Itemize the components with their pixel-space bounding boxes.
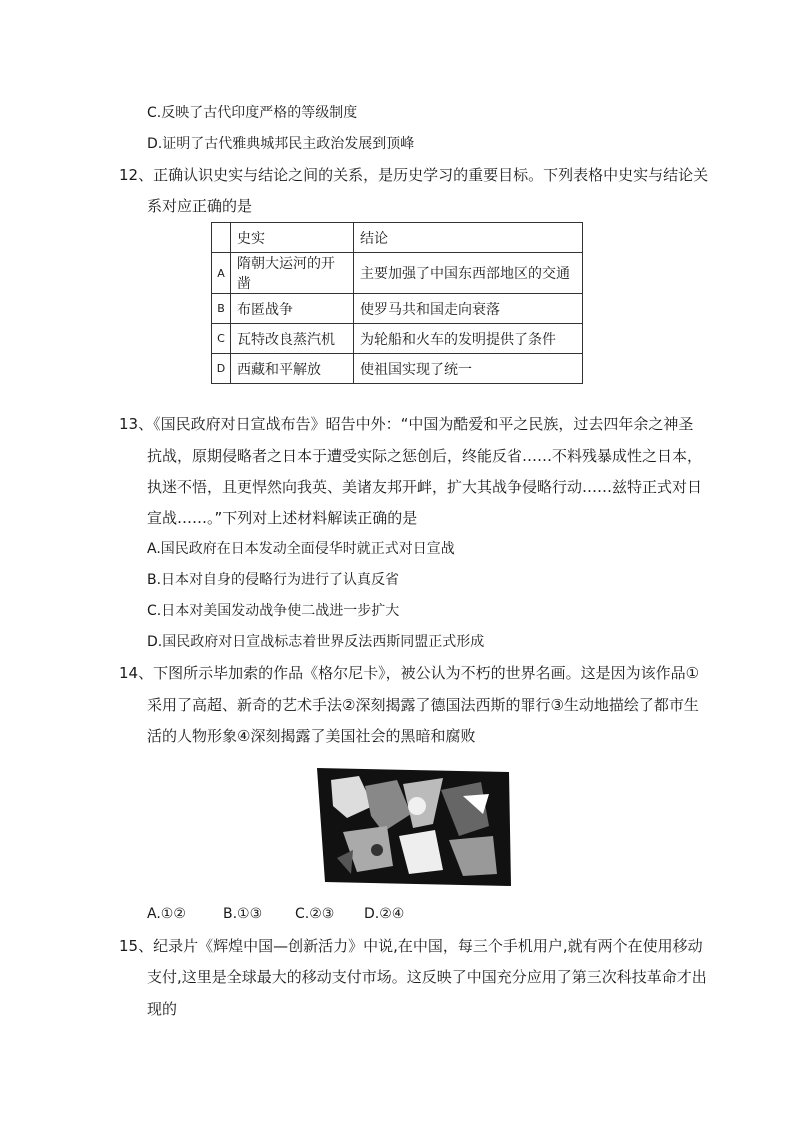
table-header-letter bbox=[212, 223, 231, 253]
q14-stem-line-1: 14、下图所示毕加索的作品《格尔尼卡》，被公认为不朽的世界名画。这是因为该作品① bbox=[119, 664, 700, 682]
q14-stem-line-3: 活的人物形象④深刻揭露了美国社会的黑暗和腐败 bbox=[147, 727, 476, 745]
table-row bbox=[212, 294, 583, 324]
row-letter: A bbox=[212, 253, 231, 294]
row-fact: 隋朝大运河的开凿 bbox=[231, 253, 354, 294]
row-fact: 布匿战争 bbox=[231, 294, 354, 324]
table-header-conclusion: 结论 bbox=[354, 223, 583, 253]
table-row bbox=[212, 253, 583, 294]
q11-option-d: D.证明了古代雅典城邦民主政治发展到顶峰 bbox=[147, 136, 415, 152]
row-letter: D bbox=[212, 354, 231, 384]
row-conclusion: 为轮船和火车的发明提供了条件 bbox=[354, 324, 583, 354]
q14-option-b: B.①③ bbox=[223, 906, 263, 922]
row-letter: C bbox=[212, 324, 231, 354]
table-row bbox=[212, 354, 583, 384]
table-header-fact: 史实 bbox=[231, 223, 354, 253]
q13-stem-line-2: 抗战，原期侵略者之日本于遭受实际之惩创后，终能反省……不料残暴成性之日本， bbox=[147, 447, 703, 465]
guernica-painting-image bbox=[313, 766, 513, 888]
q15-stem-line-2: 支付,这里是全球最大的移动支付市场。这反映了中国充分应用了第三次科技革命才出 bbox=[147, 968, 707, 986]
q12-stem-line-2: 系对应正确的是 bbox=[147, 197, 253, 215]
q11-option-c: C.反映了古代印度严格的等级制度 bbox=[147, 105, 358, 121]
q15-stem-line-1: 15、纪录片《辉煌中国—创新活力》中说,在中国，每三个手机用户,就有两个在使用移动 bbox=[119, 937, 703, 955]
row-fact: 瓦特改良蒸汽机 bbox=[231, 324, 354, 354]
q13-stem-line-4: 宣战……。”下列对上述材料解读正确的是 bbox=[147, 509, 418, 527]
q14-option-c: C.②③ bbox=[295, 906, 335, 922]
row-letter: B bbox=[212, 294, 231, 324]
q13-stem-line-3: 执迷不悟，且更悍然向我英、美诸友邦开衅，扩大其战争侵略行动……兹特正式对日 bbox=[147, 478, 703, 496]
row-conclusion: 使祖国实现了统一 bbox=[354, 354, 583, 384]
row-conclusion: 主要加强了中国东西部地区的交通 bbox=[354, 253, 583, 294]
row-conclusion: 使罗马共和国走向衰落 bbox=[354, 294, 583, 324]
q13-stem-line-1: 13、《国民政府对日宣战布告》昭告中外：“中国为酷爱和平之民族，过去四年余之神圣 bbox=[119, 415, 694, 433]
q12-fact-conclusion-table bbox=[211, 222, 583, 384]
q13-option-c: C.日本对美国发动战争使二战进一步扩大 bbox=[147, 603, 400, 619]
row-fact: 西藏和平解放 bbox=[231, 354, 354, 384]
q14-option-d: D.②④ bbox=[364, 906, 405, 922]
q14-stem-line-2: 采用了高超、新奇的艺术手法②深刻揭露了德国法西斯的罪行③生动地描绘了都市生 bbox=[147, 696, 699, 714]
q15-stem-line-3: 现的 bbox=[147, 1000, 178, 1018]
q12-stem-line-1: 12、正确认识史实与结论之间的关系，是历史学习的重要目标。下列表格中史实与结论关 bbox=[119, 166, 709, 184]
q13-option-b: B.日本对自身的侵略行为进行了认真反省 bbox=[147, 572, 400, 588]
q13-option-d: D.国民政府对日宣战标志着世界反法西斯同盟正式形成 bbox=[147, 634, 485, 650]
q14-option-a: A.①② bbox=[147, 906, 186, 922]
table-header-row bbox=[212, 223, 583, 253]
table-row bbox=[212, 324, 583, 354]
q13-option-a: A.国民政府在日本发动全面侵华时就正式对日宣战 bbox=[147, 541, 455, 557]
